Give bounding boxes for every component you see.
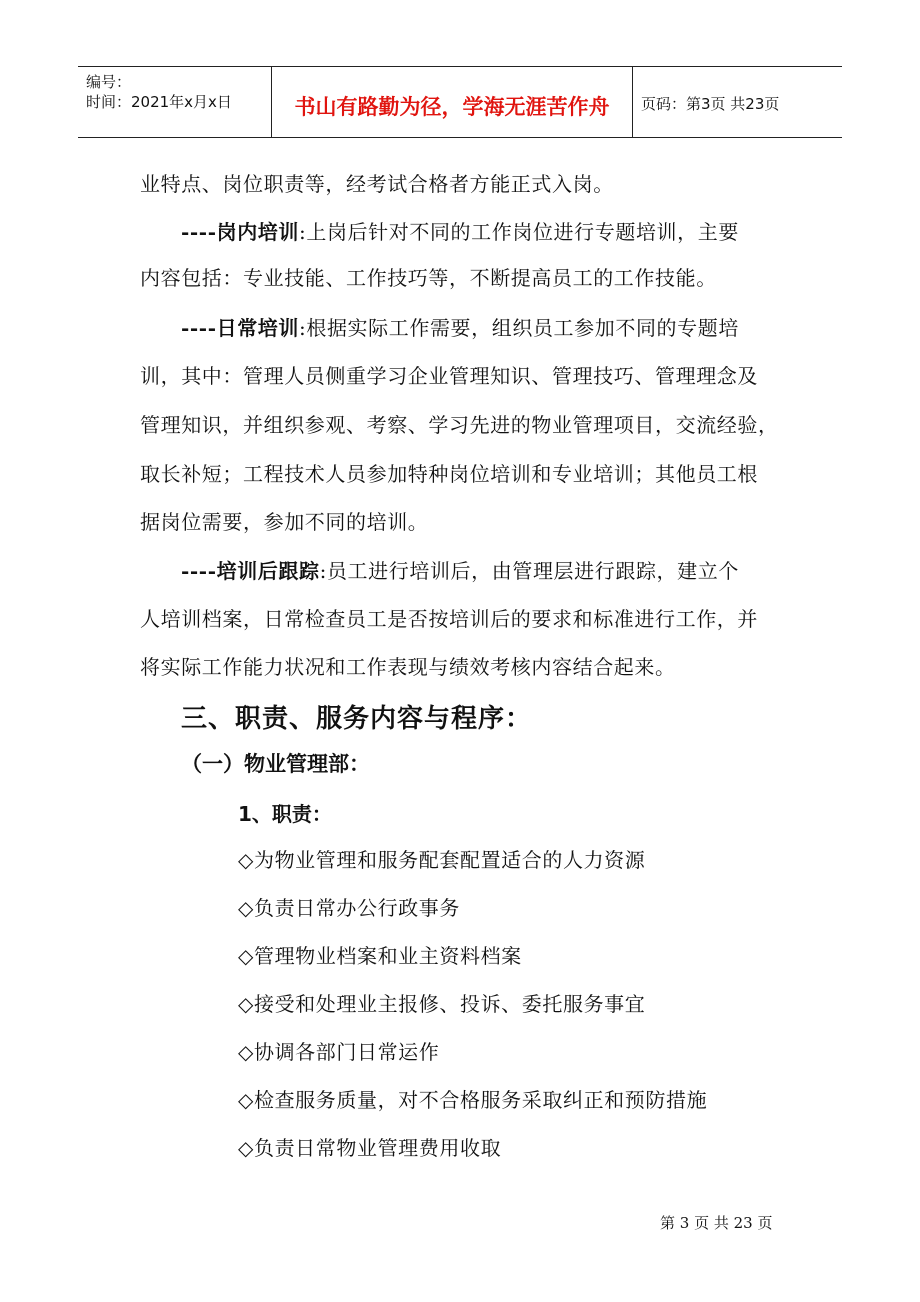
duty-item: ◇管理物业档案和业主资料档案 xyxy=(238,944,522,968)
onjob-text-1: :上岗后针对不同的工作岗位进行专题培训，主要 xyxy=(299,220,739,244)
body-line-1: 业特点、岗位职责等，经考试合格者方能正式入岗。 xyxy=(140,172,614,196)
paragraph-follow-line-2: 人培训档案，日常检查员工是否按培训后的要求和标准进行工作，并 xyxy=(140,607,758,631)
duty-item: ◇协调各部门日常运作 xyxy=(238,1040,440,1064)
section-title: 三、职责、服务内容与程序： xyxy=(181,704,533,734)
daily-title: ----日常培训 xyxy=(181,316,300,340)
paragraph-daily-line-5: 据岗位需要，参加不同的培训。 xyxy=(140,510,429,534)
daily-text-1: :根据实际工作需要，组织员工参加不同的专题培 xyxy=(299,316,739,340)
serial-label: 编号： xyxy=(86,73,132,91)
paragraph-daily-line-4: 取长补短；工程技术人员参加特种岗位培训和专业培训；其他员工根 xyxy=(140,462,758,486)
duty-item: ◇为物业管理和服务配套配置适合的人力资源 xyxy=(238,848,646,872)
paragraph-follow-line-3: 将实际工作能力状况和工作表现与绩效考核内容结合起来。 xyxy=(140,655,676,679)
paragraph-follow-line-1 xyxy=(181,555,739,584)
paragraph-onjob-line-2: 内容包括：专业技能、工作技巧等，不断提高员工的工作技能。 xyxy=(140,266,717,290)
header-motto: 书山有路勤为径，学海无涯苦作舟 xyxy=(294,95,610,119)
header-info-cell xyxy=(78,67,272,137)
duty-item: ◇负责日常物业管理费用收取 xyxy=(238,1136,502,1160)
subsection-title: （一）物业管理部： xyxy=(181,752,370,776)
paragraph-daily-line-3: 管理知识，并组织参观、考察、学习先进的物业管理项目，交流经验， xyxy=(140,413,779,437)
paragraph-onjob-line-1 xyxy=(181,216,739,245)
follow-text-1: :员工进行培训后，由管理层进行跟踪，建立个 xyxy=(319,559,739,583)
page-header xyxy=(78,66,842,138)
duty-item: ◇负责日常办公行政事务 xyxy=(238,896,460,920)
paragraph-daily-line-1 xyxy=(181,312,739,341)
header-page-cell xyxy=(633,67,842,137)
header-motto-cell xyxy=(272,67,633,137)
follow-title: ----培训后跟踪 xyxy=(181,559,320,583)
paragraph-daily-line-2: 训，其中：管理人员侧重学习企业管理知识、管理技巧、管理理念及 xyxy=(140,364,758,388)
duty-item: ◇检查服务质量，对不合格服务采取纠正和预防措施 xyxy=(238,1088,708,1112)
item-title: 1、职责： xyxy=(238,802,332,826)
time-label: 时间：2021年x月x日 xyxy=(86,93,232,111)
duty-item: ◇接受和处理业主报修、投诉、委托服务事宜 xyxy=(238,992,646,1016)
header-page-number: 页码：第3页 共23页 xyxy=(641,95,780,113)
onjob-title: ----岗内培训 xyxy=(181,220,300,244)
page-footer: 第 3 页 共 23 页 xyxy=(660,1214,773,1232)
